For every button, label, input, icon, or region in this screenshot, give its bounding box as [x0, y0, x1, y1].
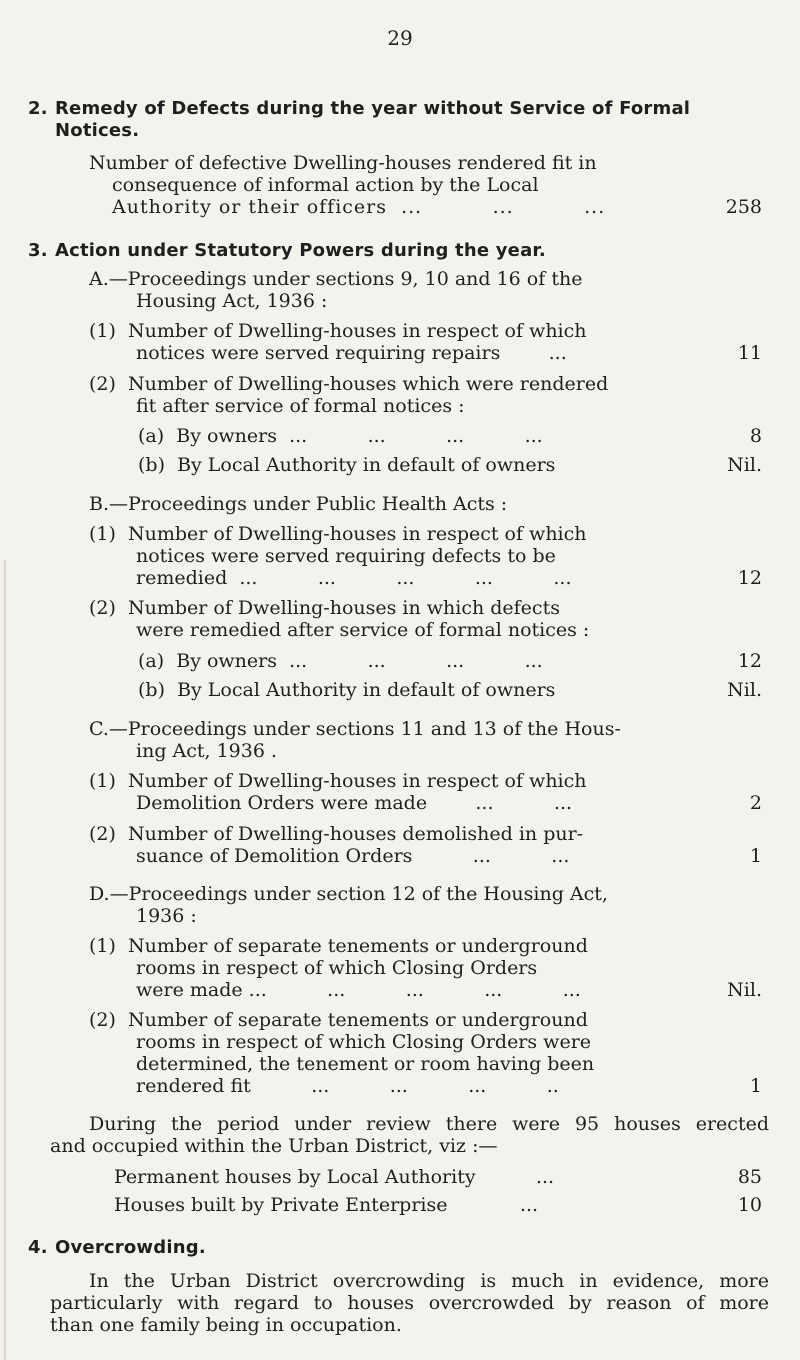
- subsection-a-heading-line2: Housing Act, 1936 :: [136, 290, 328, 312]
- b-item2-a-label: (a) By owners ... ... ... ...: [138, 650, 543, 672]
- c-item2-line1: (2) Number of Dwelling-houses demolished in pur-: [89, 823, 584, 845]
- page-number: 29: [387, 26, 413, 50]
- c-item1-line2: Demolition Orders were made ... ...: [136, 792, 573, 814]
- a-item1-value: 11: [737, 342, 762, 364]
- erected-row2-label: Houses built by Private Enterprise ...: [114, 1194, 539, 1216]
- c-item2-value: 1: [749, 845, 762, 867]
- c-item1-line1: (1) Number of Dwelling-houses in respect of which: [89, 770, 587, 792]
- b-item2-line2: were remedied after service of formal notices :: [136, 619, 590, 641]
- c-item2-line2: suance of Demolition Orders ... ...: [136, 845, 570, 867]
- d-item1-line1: (1) Number of separate tenements or underground: [89, 935, 588, 957]
- b-item1-value: 12: [737, 567, 762, 589]
- subsection-a-heading-line1: A.—Proceedings under sections 9, 10 and 16 of the: [89, 268, 583, 290]
- b-item2-b-label: (b) By Local Authority in default of owners: [138, 679, 556, 701]
- section-3-number: 3.: [28, 240, 48, 261]
- subsection-c-heading-line1: C.—Proceedings under sections 11 and 13 of the Hous-: [89, 718, 621, 740]
- b-item2-b-value: Nil.: [727, 679, 762, 701]
- d-item2-line2: rooms in respect of which Closing Orders were: [136, 1031, 592, 1053]
- subsection-b-heading: B.—Proceedings under Public Health Acts :: [89, 493, 508, 515]
- a-item2-b-label: (b) By Local Authority in default of owners: [138, 454, 556, 476]
- b-item2-line1: (2) Number of Dwelling-houses in which defects: [89, 597, 560, 619]
- section-2-item-value: 258: [725, 196, 762, 218]
- a-item1-line2: notices were served requiring repairs ...: [136, 342, 567, 364]
- section-2-item-line2: consequence of informal action by the Local: [112, 174, 539, 196]
- b-item1-line3: remedied ... ... ... ... ...: [136, 567, 572, 589]
- d-item1-value: Nil.: [727, 979, 762, 1001]
- subsection-c-heading-line2: ing Act, 1936 .: [136, 740, 278, 762]
- b-item1-line1: (1) Number of Dwelling-houses in respect of which: [89, 523, 587, 545]
- a-item2-a-value: 8: [749, 425, 762, 447]
- overcrowding-line1: In the Urban District overcrowding is much in evidence, more: [89, 1270, 769, 1292]
- section-4-title: Overcrowding.: [55, 1237, 206, 1258]
- section-2-number: 2.: [28, 98, 48, 119]
- d-item1-line2: rooms in respect of which Closing Orders: [136, 957, 538, 979]
- b-item2-a-value: 12: [737, 650, 762, 672]
- erected-row1-label: Permanent houses by Local Authority ...: [114, 1166, 555, 1188]
- d-item2-value: 1: [749, 1075, 762, 1097]
- section-2-item-line3: Authority or their officers ... ... ...: [112, 196, 606, 218]
- subsection-d-heading-line2: 1936 :: [136, 905, 197, 927]
- erected-row1-value: 85: [737, 1166, 762, 1188]
- a-item2-b-value: Nil.: [727, 454, 762, 476]
- a-item2-line2: fit after service of formal notices :: [136, 395, 465, 417]
- overcrowding-line3: than one family being in occupation.: [50, 1314, 402, 1336]
- section-4-number: 4.: [28, 1237, 48, 1258]
- section-2-title: Remedy of Defects during the year without Service of Formal Notices.: [55, 98, 691, 141]
- b-item1-line2: notices were served requiring defects to be: [136, 545, 556, 567]
- section-2-item-line1: Number of defective Dwelling-houses rendered fit in: [89, 152, 597, 174]
- erected-line1: During the period under review there were 95 houses erected: [89, 1113, 769, 1135]
- section-3-title: Action under Statutory Powers during the year.: [55, 240, 546, 261]
- overcrowding-line2: particularly with regard to houses overcrowded by reason of more: [50, 1292, 769, 1314]
- d-item2-line3: determined, the tenement or room having been: [136, 1053, 595, 1075]
- d-item2-line4: rendered fit ... ... ... ..: [136, 1075, 559, 1097]
- d-item2-line1: (2) Number of separate tenements or underground: [89, 1009, 588, 1031]
- a-item1-line1: (1) Number of Dwelling-houses in respect of which: [89, 320, 587, 342]
- d-item1-line3: were made ... ... ... ... ...: [136, 979, 581, 1001]
- erected-row2-value: 10: [737, 1194, 762, 1216]
- c-item1-value: 2: [749, 792, 762, 814]
- erected-line2: and occupied within the Urban District, viz :—: [50, 1135, 498, 1157]
- a-item2-line1: (2) Number of Dwelling-houses which were rendered: [89, 373, 609, 395]
- page-edge-shadow: [4, 560, 6, 1360]
- subsection-d-heading-line1: D.—Proceedings under section 12 of the Housing Act,: [89, 883, 608, 905]
- a-item2-a-label: (a) By owners ... ... ... ...: [138, 425, 543, 447]
